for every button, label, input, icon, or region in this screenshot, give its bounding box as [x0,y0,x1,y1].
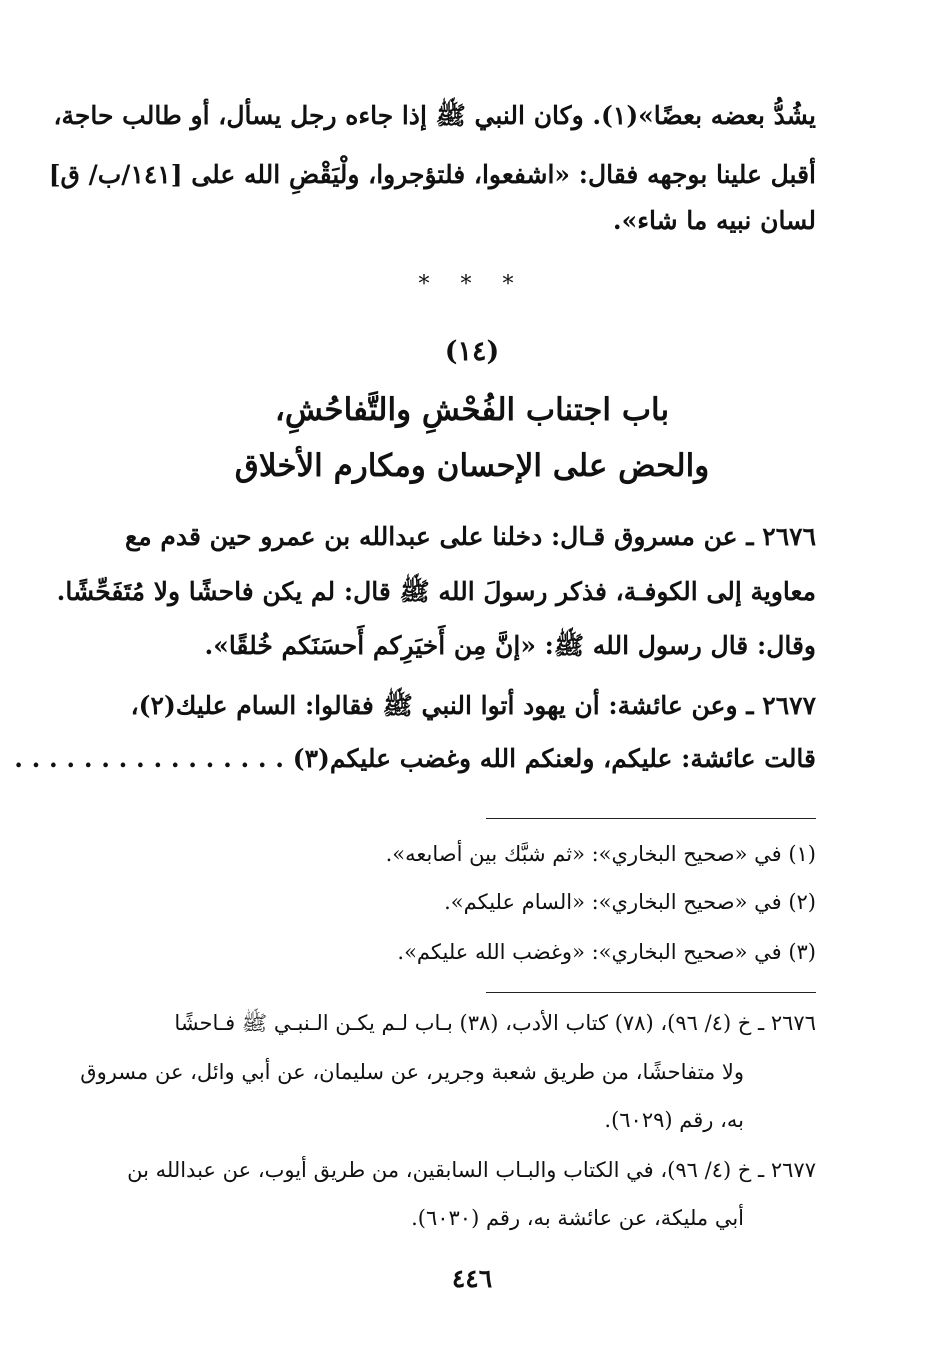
sources-divider [486,992,816,993]
hadith-2676-line-2: معاوية إلى الكوفـة، فذكر رسولَ الله ﷺ قال: لم يكن فاحشًا ولا مُتَفَحِّشًا. [56,577,816,606]
section-separator: * * * [418,272,526,297]
hadith-2677-line-2: قالت عائشة: عليكم، ولعنكم الله وغضب عليكم(٣) . . . . . . . . . . . . . . . . [14,744,816,773]
intro-line-1: يشُدُّ بعضه بعضًا»(١). وكان النبي ﷺ إذا جاءه رجل يسأل، أو طالب حاجة، [53,101,816,130]
chapter-title-line-1: باب اجتناب الفُحْشِ والتَّفاحُشِ، [274,392,670,428]
footnote-3: (٣) في «صحيح البخاري»: «وغضب الله عليكم». [397,940,816,964]
chapter-title-line-2: والحض على الإحسان ومكارم الأخلاق [234,448,710,484]
chapter-number: (١٤) [444,336,500,367]
source-2677-line-1: ٢٦٧٧ ـ خ (٤/ ٩٦)، في الكتاب والبـاب السابقين، من طريق أيوب، عن عبدالله بن [127,1158,816,1182]
source-2677-line-2: أبي مليكة، عن عائشة به، رقم (٦٠٣٠). [411,1206,744,1230]
source-2676-line-3: به، رقم (٦٠٢٩). [604,1108,744,1132]
source-2676-line-2: ولا متفاحشًا، من طريق شعبة وجرير، عن سليمان، عن أبي وائل، عن مسروق [80,1060,744,1084]
footnotes-divider [486,818,816,819]
intro-line-3: لسان نبيه ما شاء». [612,206,816,235]
footnote-2: (٢) في «صحيح البخاري»: «السام عليكم». [444,890,816,914]
footnote-1: (١) في «صحيح البخاري»: «ثم شبَّك بين أصابعه». [385,842,816,866]
page-number: ٤٤٦ [451,1264,493,1293]
intro-line-2: أقبل علينا بوجهه فقال: «اشفعوا، فلتؤجروا، ولْيَقْضِ الله على [١٤١/ب/ ق] [48,160,816,189]
hadith-2677-line-1: ٢٦٧٧ ـ وعن عائشة: أن يهود أتوا النبي ﷺ فقالوا: السام عليك(٢)، [130,691,816,720]
hadith-2676-line-1: ٢٦٧٦ ـ عن مسروق قـال: دخلنا على عبدالله بن عمرو حين قدم مع [124,522,816,551]
hadith-2676-line-3: وقال: قال رسول الله ﷺ: «إنَّ مِن أَخيَرِكم أَحسَنَكم خُلقًا». [204,631,816,660]
source-2676-line-1: ٢٦٧٦ ـ خ (٤/ ٩٦)، (٧٨) كتاب الأدب، (٣٨) بـاب لـم يكـن الـنبـي ﷺ فـاحشًا [174,1011,816,1035]
